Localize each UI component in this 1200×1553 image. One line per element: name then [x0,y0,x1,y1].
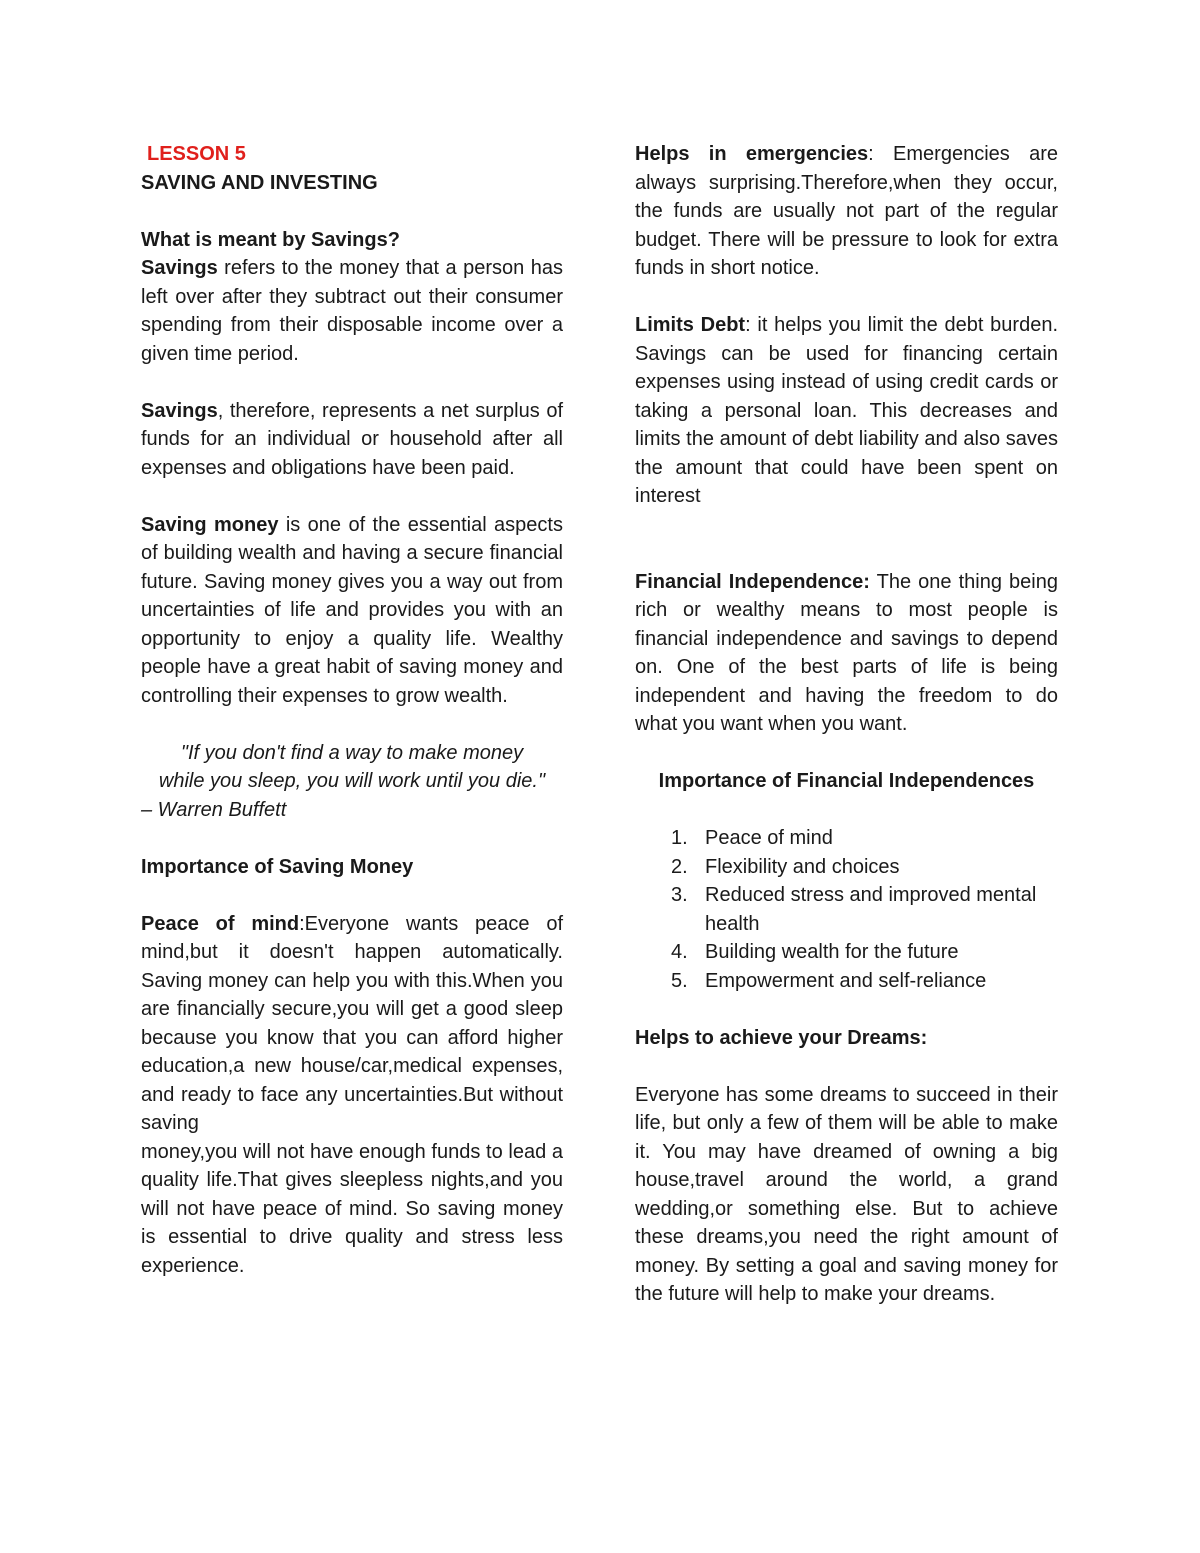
financial-independence-text: The one thing being rich or wealthy means to most people is financial independence and savings to depend on. One of the best parts of life is being independent and having the freedom to do what you want when you want. [635,570,1058,735]
emergencies-term: Helps in emergencies [635,143,869,165]
savings-definition-paragraph [141,254,563,368]
left-column [141,140,563,1280]
list-item: 4. Building wealth for the future [671,941,959,963]
emergencies-text: : Emergencies are always surprising.Therefore,when they occur, the funds are usually not part of the regular budget. There will be pressure to look for extra funds in short notice. [635,143,1058,279]
peace-of-mind-term: Peace of mind [141,912,300,935]
financial-independence-paragraph [635,568,1058,739]
quote-author: – Warren Buffett [141,798,287,821]
right-column [635,140,1058,1309]
limits-debt-paragraph [635,311,1058,511]
dreams-paragraph: Everyone has some dreams to succeed in their life, but only a few of them will be able to make it. You may have dreamed of owning a big house,travel around the world, a grand wedding,or something else. But to achieve these dreams,you need the right amount of money. By setting a goal and saving money for the future will help to make your dreams. [635,1083,1058,1305]
savings-question-heading: What is meant by Savings? [141,228,400,251]
savings-term: Savings [141,257,218,279]
limits-debt-text: : it helps you limit the debt burden. Savings can be used for financing certain expenses using instead of using credit cards or taking a personal loan. This decreases and limits the amount of debt liability and also saves the amount that could have been spent on interest [635,314,1058,507]
list-item: 2. Flexibility and choices [671,855,900,878]
list-item: 5. Empowerment and self-reliance [671,969,987,992]
emergencies-paragraph [635,140,1058,283]
saving-money-term: Saving money [141,513,279,536]
peace-of-mind-paragraph [141,910,563,1138]
savings-definition-text: refers to the money that a person has left over after they subtract out their consumer spending from their disposable income over a given time period. [141,257,563,365]
list-item: 1. Peace of mind [671,827,833,849]
financial-independence-term: Financial Independence: [635,570,870,593]
limits-debt-term: Limits Debt [635,314,746,336]
lesson-title: SAVING AND INVESTING [141,171,378,194]
list-item: 3. Reduced stress and improved mental health [671,884,1037,935]
savings-surplus-text: , therefore, represents a net surplus of funds for an individual or household after all expenses and obligations have been paid. [141,399,563,479]
saving-money-text: is one of the essential aspects of building wealth and having a secure financial future. Saving money gives you a way out from uncertainties of life and provides you with an opportunity to enjoy a quality life. Wealthy people have a great habit of saving money and controlling their expenses to grow wealth. [141,513,563,707]
peace-of-mind-text-1: :Everyone wants peace of mind,but it doesn't happen automatically. Saving money can help you with this.When you are financially secure,you will get a good sleep because you know that you can afford higher education,a new house/car,medical expenses, and ready to face any uncertainties.But without saving [141,912,563,1134]
savings-surplus-paragraph [141,397,563,483]
quote-line-2: while you sleep, you will work until you die." [158,770,546,792]
dreams-heading: Helps to achieve your Dreams: [635,1026,928,1049]
lesson-label: LESSON 5 [147,143,246,165]
importance-financial-heading: Importance of Financial Independences [658,770,1035,792]
saving-money-paragraph [141,511,563,711]
importance-saving-heading: Importance of Saving Money [141,855,414,878]
quote-line-1: "If you don't find a way to make money [180,741,524,764]
savings-term-2: Savings [141,399,218,422]
financial-independence-list [635,824,1058,995]
peace-of-mind-continued: money,you will not have enough funds to lead a quality life.That gives sleepless nights,and you will not have peace of mind. So saving money is essential to drive quality and stress less experience. [141,1140,563,1277]
